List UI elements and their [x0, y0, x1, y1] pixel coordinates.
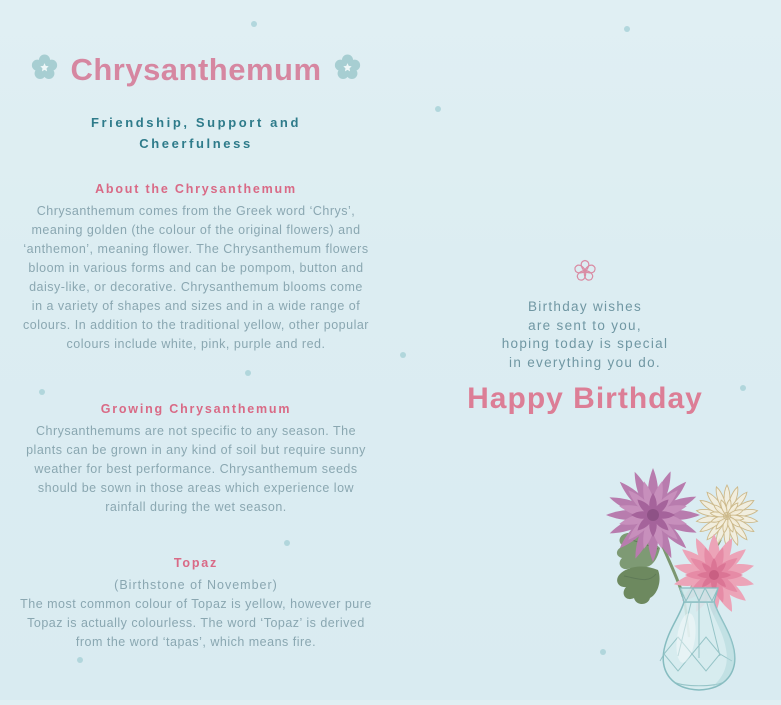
background-dot	[624, 26, 630, 32]
background-dot	[245, 370, 251, 376]
teal-flower-icon	[334, 54, 361, 86]
section-topaz	[16, 556, 376, 652]
section-subheading: (Birthstone of November)	[114, 578, 278, 592]
section-heading: Topaz	[173, 556, 219, 570]
section-body: Chrysanthemums are not specific to any season. The plants can be grown in any kind of soil but require sunny weather for best performance. Chrysanthemum seeds should be sown in those areas which experience low rainfall during the wet season.	[26, 424, 366, 514]
purple-chrysanthemum-flower	[606, 468, 700, 562]
section-body: The most common colour of Topaz is yellow, however pure Topaz is actually colourless. The word ‘Topaz’ is derived from the word ‘tapas’, which means fire.	[20, 597, 372, 649]
section-body: Chrysanthemum comes from the Greek word ‘Chrys’, meaning golden (the colour of the original flowers) and ‘anthemon’, meaning flower. The Chrysanthemum flowers bloom in various forms and can be pompom, button and daisy-like, or decorative. Chrysanthemum blooms come in a variety of shapes and sizes and in a wide range of colours. In addition to the traditional yellow, other popular colours include white, pink, purple and red.	[23, 204, 369, 351]
background-dot	[740, 385, 746, 391]
title-row	[22, 52, 370, 88]
greeting-text: Happy Birthday	[467, 382, 703, 415]
card-subtitle: Friendship, Support and Cheerfulness	[90, 115, 302, 151]
message-line: are sent to you,	[528, 317, 642, 333]
background-dot	[39, 389, 45, 395]
bouquet-illustration	[596, 458, 776, 705]
section-heading: Growing Chrysanthemum	[100, 402, 292, 416]
background-dot	[251, 21, 257, 27]
message-line: hoping today is special	[501, 336, 669, 351]
right-panel	[435, 256, 735, 416]
message-line: in everything you do.	[509, 354, 661, 370]
card-title: Chrysanthemum	[70, 52, 322, 87]
message-line: Birthday wishes	[527, 299, 643, 314]
teal-flower-icon	[31, 54, 58, 86]
section-heading: About the Chrysanthemum	[95, 182, 297, 196]
background-dot	[435, 106, 441, 112]
section-about	[22, 182, 370, 354]
section-growing	[16, 402, 376, 517]
background-dot	[284, 540, 290, 546]
pink-outline-flower-icon	[435, 256, 735, 286]
birthday-message	[435, 298, 735, 372]
left-panel	[22, 52, 370, 154]
background-dot	[77, 657, 83, 663]
background-dot	[400, 352, 406, 358]
cream-chrysanthemum-flower	[696, 485, 758, 547]
